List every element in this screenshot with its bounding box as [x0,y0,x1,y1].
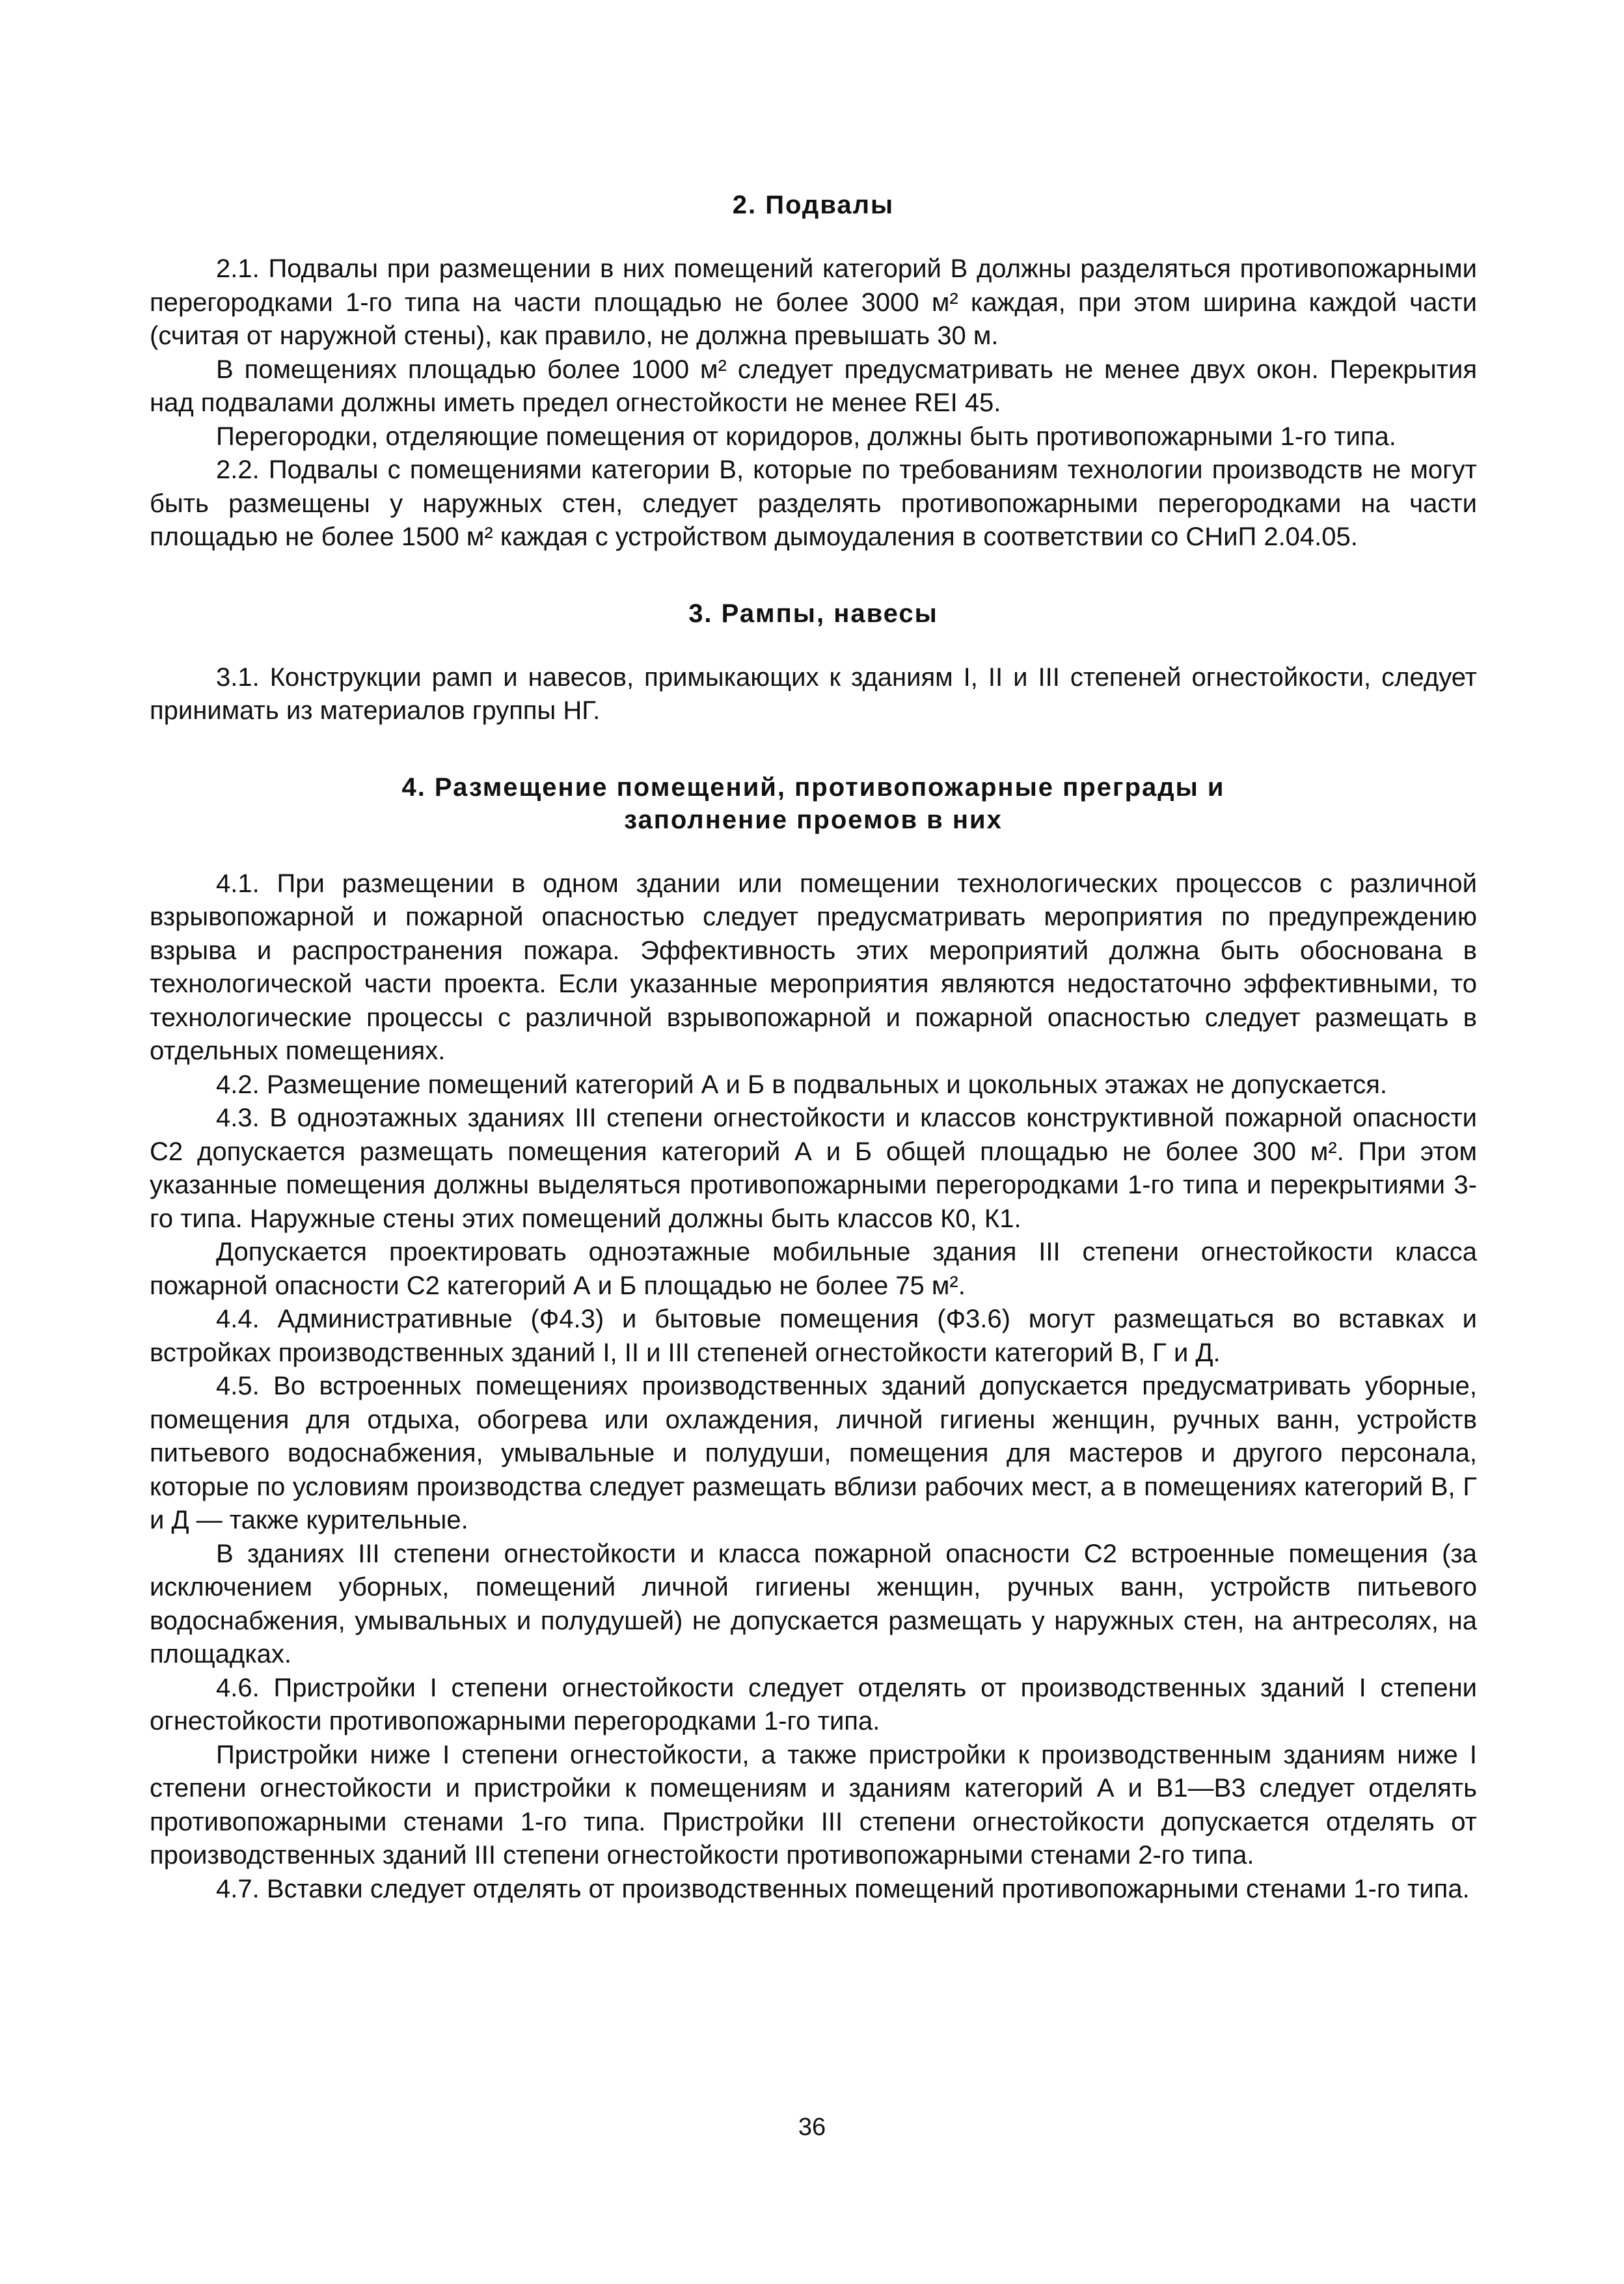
paragraph-4-2: 4.2. Размещение помещений категорий А и Б в подвальных и цокольных этажах не допускается. [216,1070,1388,1099]
paragraph-mobile-buildings: Допускается проектировать одноэтажные мобильные здания III степени огнестойкости класса пожарной опасности С2 категорий А и Б площадью не более 75 м². [150,1238,1477,1300]
paragraph-4-1: 4.1. При размещении в одном здании или помещении технологических процессов с различной взрывопожарной и пожарной опасностью следует предусматривать мероприятия по предупреждению взрыва и распространения пожара. Эффективность этих мероприятий должна быть обоснована в технологической части проекта. Если указанные мероприятия являются недостаточно эффективными, то технологические процессы с различной взрывопожарной и пожарной опасностью следует размещать в отдельных помещениях. [150,869,1477,1065]
paragraph-4-4: 4.4. Административные (Ф4.3) и бытовые помещения (Ф3.6) могут размещаться во вставках и встройках производственных зданий I, II и III степеней огнестойкости категорий В, Г и Д. [150,1305,1477,1367]
paragraph-4-6: 4.6. Пристройки I степени огнестойкости следует отделять от производственных зданий I степени огнестойкости противопожарными перегородками 1-го типа. [150,1673,1478,1735]
paragraph-2-2: 2.2. Подвалы с помещениями категории В, которые по требованиям технологии производств не могут быть размещены у наружных стен, следует разделять противопожарными перегородками на части площадью не более 1500 м² каждая с устройством дымоудаления в соответствии со СНиП 2.04.05. [150,455,1477,551]
paragraph-built-in-rooms: В зданиях III степени огнестойкости и класса пожарной опасности С2 встроенные помещения (за исключением уборных, помещений личной гигиены женщин, ручных ванн, устройств питьевого водоснабжения, умывальных и полудушей) не допускается размещать у наружных стен, на антресолях, на площадках. [150,1539,1477,1668]
section-heading-basements: 2. Подвалы [732,191,895,219]
section-heading-ramps: 3. Рампы, навесы [688,599,938,628]
paragraph-partitions: Перегородки, отделяющие помещения от коридоров, должны быть противопожарными 1-го типа. [216,422,1396,451]
page-number: 36 [798,2114,826,2141]
paragraph-4-3: 4.3. В одноэтажных зданиях III степени огнестойкости и классов конструктивной пожарной опасности С2 допускается размещать помещения категорий А и Б общей площадью не более 300 м². При этом указанные помещения должны выделяться противопожарными перегородками 1-го типа и перекрытиями 3-го типа. Наружные стены этих помещений должны быть классов К0, К1. [150,1104,1477,1233]
paragraph-windows: В помещениях площадью более 1000 м² следует предусматривать не менее двух окон. Перекрытия над подвалами должны иметь предел огнестойкости не менее REI 45. [150,355,1477,417]
paragraph-4-5: 4.5. Во встроенных помещениях производственных зданий допускается предусматривать уборные, помещения для отдыха, обогрева или охлаждения, личной гигиены женщин, ручных ванн, устройств питьевого водоснабжения, умывальные и полудуши, помещения для мастеров и другого персонала, которые по условиям производства следует размещать вблизи рабочих мест, а в помещениях категорий В, Г и Д — также курительные. [150,1372,1477,1534]
section-heading-placement: 4. Размещение помещений, противопожарные преграды и заполнение проемов в них [401,772,1225,834]
paragraph-4-7: 4.7. Вставки следует отделять от производственных помещений противопожарными стенами 1-го типа. [216,1874,1470,1903]
paragraph-3-1: 3.1. Конструкции рамп и навесов, примыкающих к зданиям I, II и III степеней огнестойкости, следует принимать из материалов группы НГ. [150,662,1477,725]
text-column [150,189,1477,1906]
paragraph-extensions: Пристройки ниже I степени огнестойкости, а также пристройки к производственным зданиям ниже I степени огнестойкости и пристройки к помещениям и зданиям категорий А и В1—В3 следует отделять противопожарными стенами 1-го типа. Пристройки III степени огнестойкости допускается отделять от производственных зданий III степени огнестойкости противопожарными стенами 2-го типа. [150,1740,1477,1869]
paragraph-2-1: 2.1. Подвалы при размещении в них помещений категорий В должны разделяться противопожарными перегородками 1-го типа на части площадью не более 3000 м² каждая, при этом ширина каждой части (считая от наружной стены), как правило, не должна превышать 30 м. [150,254,1477,350]
